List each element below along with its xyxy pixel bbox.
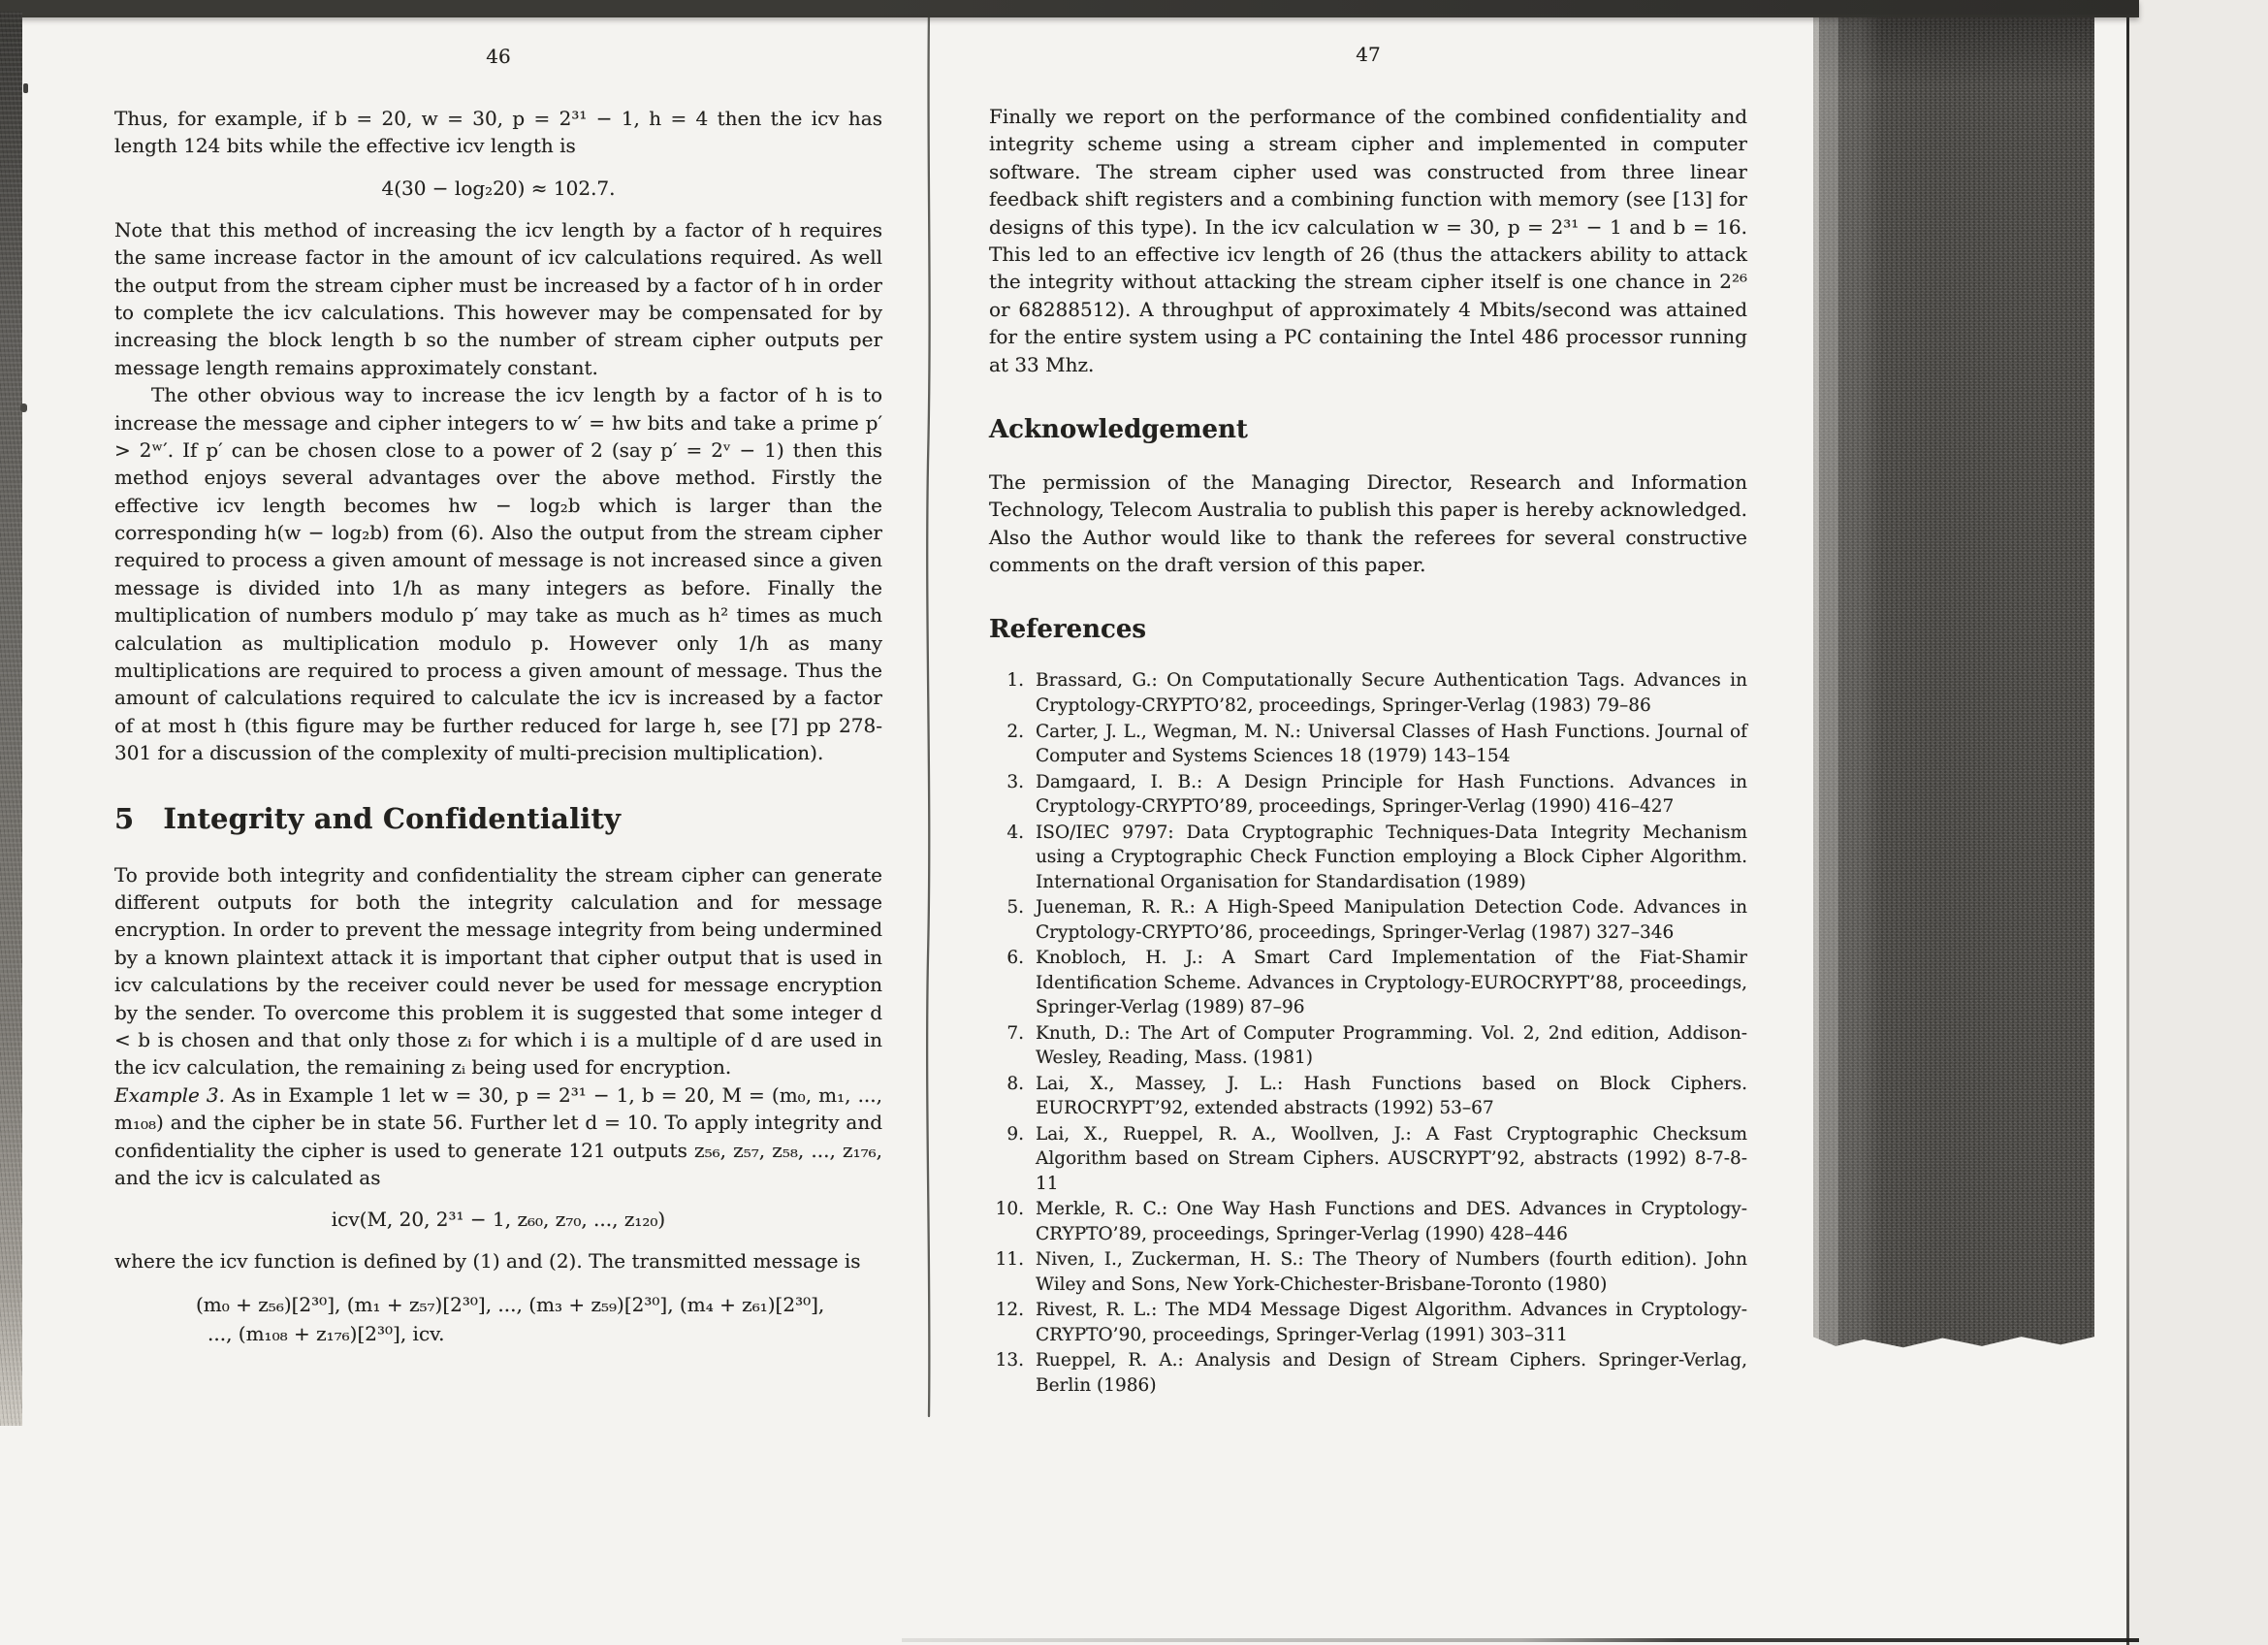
top-edge-shadow — [0, 0, 2139, 17]
paragraph: Finally we report on the performance of the combined confidentiality and integrity scheme using a stream cipher and implemented in computer software. The stream cipher used was constructed from three linear feedback shift registers and a combining function with memory (see [13] for designs of this type). In the icv calculation w = 30, p = 2³¹ − 1 and b = 16. This led to an effective icv length of 26 (thus the attackers ability to attack the integrity without attacking the stream cipher itself is one chance in 2²⁶ or 68288512). A throughput of approximately 4 Mbits/second was attained for the entire system using a PC containing the Intel 486 processor running at 33 Mhz. — [989, 105, 1747, 376]
reference-list — [989, 668, 1747, 1398]
reference-text: Brassard, G.: On Computationally Secure Authentication Tags. Advances in Cryptology-CRYPTO’82, proceedings, Springer-Verlag (1983) 79–86 — [1036, 670, 1747, 716]
reference-text: Rivest, R. L.: The MD4 Message Digest Algorithm. Advances in Cryptology-CRYPTO’90, proceedings, Springer-Verlag (1991) 303–311 — [1036, 1300, 1747, 1345]
paragraph: The other obvious way to increase the icv length by a factor of h is to increase the message and cipher integers to w′ = hw bits and take a prime p′ > 2ʷ′. If p′ can be chosen close to a power of 2 (say p′ = 2ᵛ − 1) then this method enjoys several advantages over the above method. Firstly the effective icv length becomes hw − log₂b which is larger than the corresponding h(w − log₂b) from (6). Also the output from the stream cipher required to process a given amount of message is not increased since a given message is divided into 1/h as many integers as before. Finally the multiplication of numbers modulo p′ may take as much as h² times as much calculation as multiplication modulo p. However only 1/h as many multiplications are required to process a given amount of message. Thus the amount of calculations required to calculate the icv is increased by a factor of at most h (this figure may be further reduced for large h, see [7] pp 278-301 for a discussion of the complexity of multi-precision multiplication). — [114, 383, 882, 765]
reference-item — [989, 821, 1747, 895]
reference-text: Merkle, R. C.: One Way Hash Functions and DES. Advances in Cryptology-CRYPTO’89, proceedings, Springer-Verlag (1990) 428–446 — [1036, 1199, 1747, 1244]
section-number: 5 — [114, 801, 135, 835]
reference-text: Niven, I., Zuckerman, H. S.: The Theory of Numbers (fourth edition). John Wiley and Sons, New York-Chichester-Brisbane-Toronto (1980) — [1036, 1249, 1747, 1295]
reference-number: 1. — [1006, 670, 1024, 692]
equation: icv(M, 20, 2³¹ − 1, z₆₀, z₇₀, ..., z₁₂₀) — [331, 1208, 666, 1232]
reference-item — [989, 668, 1747, 718]
page-number: 46 — [486, 45, 511, 68]
reference-item — [989, 1021, 1747, 1071]
reference-text: Carter, J. L., Wegman, M. N.: Universal Classes of Hash Functions. Journal of Computer and Systems Sciences 18 (1979) 143–154 — [1036, 721, 1747, 767]
reference-number: 2. — [1006, 721, 1024, 742]
ink-speck — [20, 403, 27, 412]
section-heading — [114, 802, 882, 835]
reference-text: Rueppel, R. A.: Analysis and Design of Stream Ciphers. Springer-Verlag, Berlin (1986) — [1036, 1350, 1747, 1396]
reference-text: Lai, X., Massey, J. L.: Hash Functions based on Block Ciphers. EUROCRYPT’92, extended abstracts (1992) 53–67 — [1036, 1073, 1747, 1119]
reference-item — [989, 1247, 1747, 1297]
page-47 — [989, 43, 1747, 1399]
reference-text: Damgaard, I. B.: A Design Principle for Hash Functions. Advances in Cryptology-CRYPTO’89, proceedings, Springer-Verlag (1990) 416–427 — [1036, 771, 1747, 818]
reference-number: 9. — [1006, 1123, 1024, 1145]
paragraph: The permission of the Managing Director, Research and Information Technology, Telecom Australia to publish this paper is hereby acknowledged. Also the Author would like to thank the referees for several constructive comments on the draft version of this paper. — [989, 469, 1747, 577]
reference-number: 6. — [1006, 948, 1024, 969]
reference-item — [989, 770, 1747, 820]
equation-line: ..., (m₁₀₈ + z₁₇₆)[2³⁰], icv. — [208, 1321, 445, 1345]
reference-item — [989, 720, 1747, 769]
bottom-edge-shadow — [902, 1638, 2139, 1642]
example-text: As in Example 1 let w = 30, p = 2³¹ − 1, b = 20, M = (m₀, m₁, ..., m₁₀₈) and the cipher be in state 56. Further let d = 10. To apply integrity and confidentiality the cipher is used to generate 121 outputs z₅₆, z₅₇, z₅₈, ..., z₁₇₆, and the icv is calculated as — [114, 1082, 882, 1189]
paragraph: Note that this method of increasing the icv length by a factor of h requires the same increase factor in the amount of icv calculations required. As well the output from the stream cipher must be increased by a factor of h in order to complete the icv calculations. This however may be compensated for by increasing the block length b so the number of stream cipher outputs per message length remains approximately constant. — [114, 217, 882, 379]
page-number: 47 — [1356, 43, 1381, 66]
page-gutter-line — [922, 6, 936, 1426]
reference-number: 3. — [1006, 771, 1024, 792]
reference-number: 11. — [995, 1249, 1024, 1271]
reference-number: 8. — [1006, 1073, 1024, 1094]
reference-number: 10. — [995, 1199, 1024, 1220]
equation-block — [114, 1290, 882, 1348]
left-edge-shadow — [0, 12, 22, 1426]
page-boundary-line — [2126, 0, 2129, 1645]
section-title: Integrity and Confidentiality — [163, 801, 622, 835]
scanner-background — [2129, 0, 2268, 1645]
paragraph: where the icv function is defined by (1) and (2). The transmitted message is — [114, 1249, 861, 1274]
acknowledgement-heading: Acknowledgement — [989, 414, 1248, 444]
reference-text: Jueneman, R. R.: A High-Speed Manipulation Detection Code. Advances in Cryptology-CRYPTO’86, proceedings, Springer-Verlag (1987) 327–346 — [1036, 897, 1747, 943]
references-heading: References — [989, 615, 1147, 645]
reference-item — [989, 1197, 1747, 1246]
reference-item — [989, 1348, 1747, 1398]
ink-speck — [23, 83, 28, 93]
reference-text: Knobloch, H. J.: A Smart Card Implementation of the Fiat-Shamir Identification Scheme. Advances in Cryptology-EUROCRYPT’88, proceedings, Springer-Verlag (1989) 87–96 — [1036, 948, 1747, 1018]
reference-text: Lai, X., Rueppel, R. A., Woollven, J.: A Fast Cryptographic Checksum Algorithm based on Stream Ciphers. AUSCRYPT’92, abstracts (1992) 8-7-8-11 — [1036, 1123, 1747, 1194]
equation-line: (m₀ + z₅₆)[2³⁰], (m₁ + z₅₇)[2³⁰], ..., (m₃ + z₅₉)[2³⁰], (m₄ + z₆₁)[2³⁰], — [196, 1292, 825, 1316]
book-page-edges-band — [1813, 0, 2094, 1350]
equation: 4(30 − log₂20) ≈ 102.7. — [381, 176, 616, 200]
reference-item — [989, 1072, 1747, 1121]
page-46 — [114, 45, 882, 1348]
reference-number: 4. — [1006, 822, 1024, 843]
reference-number: 7. — [1006, 1022, 1024, 1044]
reference-text: ISO/IEC 9797: Data Cryptographic Techniques-Data Integrity Mechanism using a Cryptographic Check Function employing a Block Cipher Algorithm. International Organisation for Standardisation (1989) — [1036, 822, 1747, 892]
reference-number: 13. — [995, 1350, 1024, 1371]
reference-item — [989, 1122, 1747, 1197]
reference-number: 12. — [995, 1300, 1024, 1321]
paragraph: To provide both integrity and confidentiality the stream cipher can generate different outputs for both the integrity calculation and for message encryption. In order to prevent the message integrity from being undermined by a known plaintext attack it is important that cipher output that is used in icv calculations by the receiver could never be used for message encryption by the sender. To overcome this problem it is suggested that some integer d < b is chosen and that only those zᵢ for which i is a multiple of d are used in the icv calculation, the remaining zᵢ being used for encryption. — [114, 862, 882, 1080]
reference-item — [989, 1298, 1747, 1347]
paragraph: Thus, for example, if b = 20, w = 30, p = 2³¹ − 1, h = 4 then the icv has length 124 bits while the effective icv length is — [114, 107, 882, 158]
reference-number: 5. — [1006, 897, 1024, 919]
reference-item — [989, 895, 1747, 945]
example-label: Example 3. — [114, 1082, 225, 1107]
reference-item — [989, 946, 1747, 1020]
example-paragraph — [114, 1081, 882, 1192]
reference-text: Knuth, D.: The Art of Computer Programming. Vol. 2, 2nd edition, Addison-Wesley, Reading, Mass. (1981) — [1036, 1022, 1747, 1069]
